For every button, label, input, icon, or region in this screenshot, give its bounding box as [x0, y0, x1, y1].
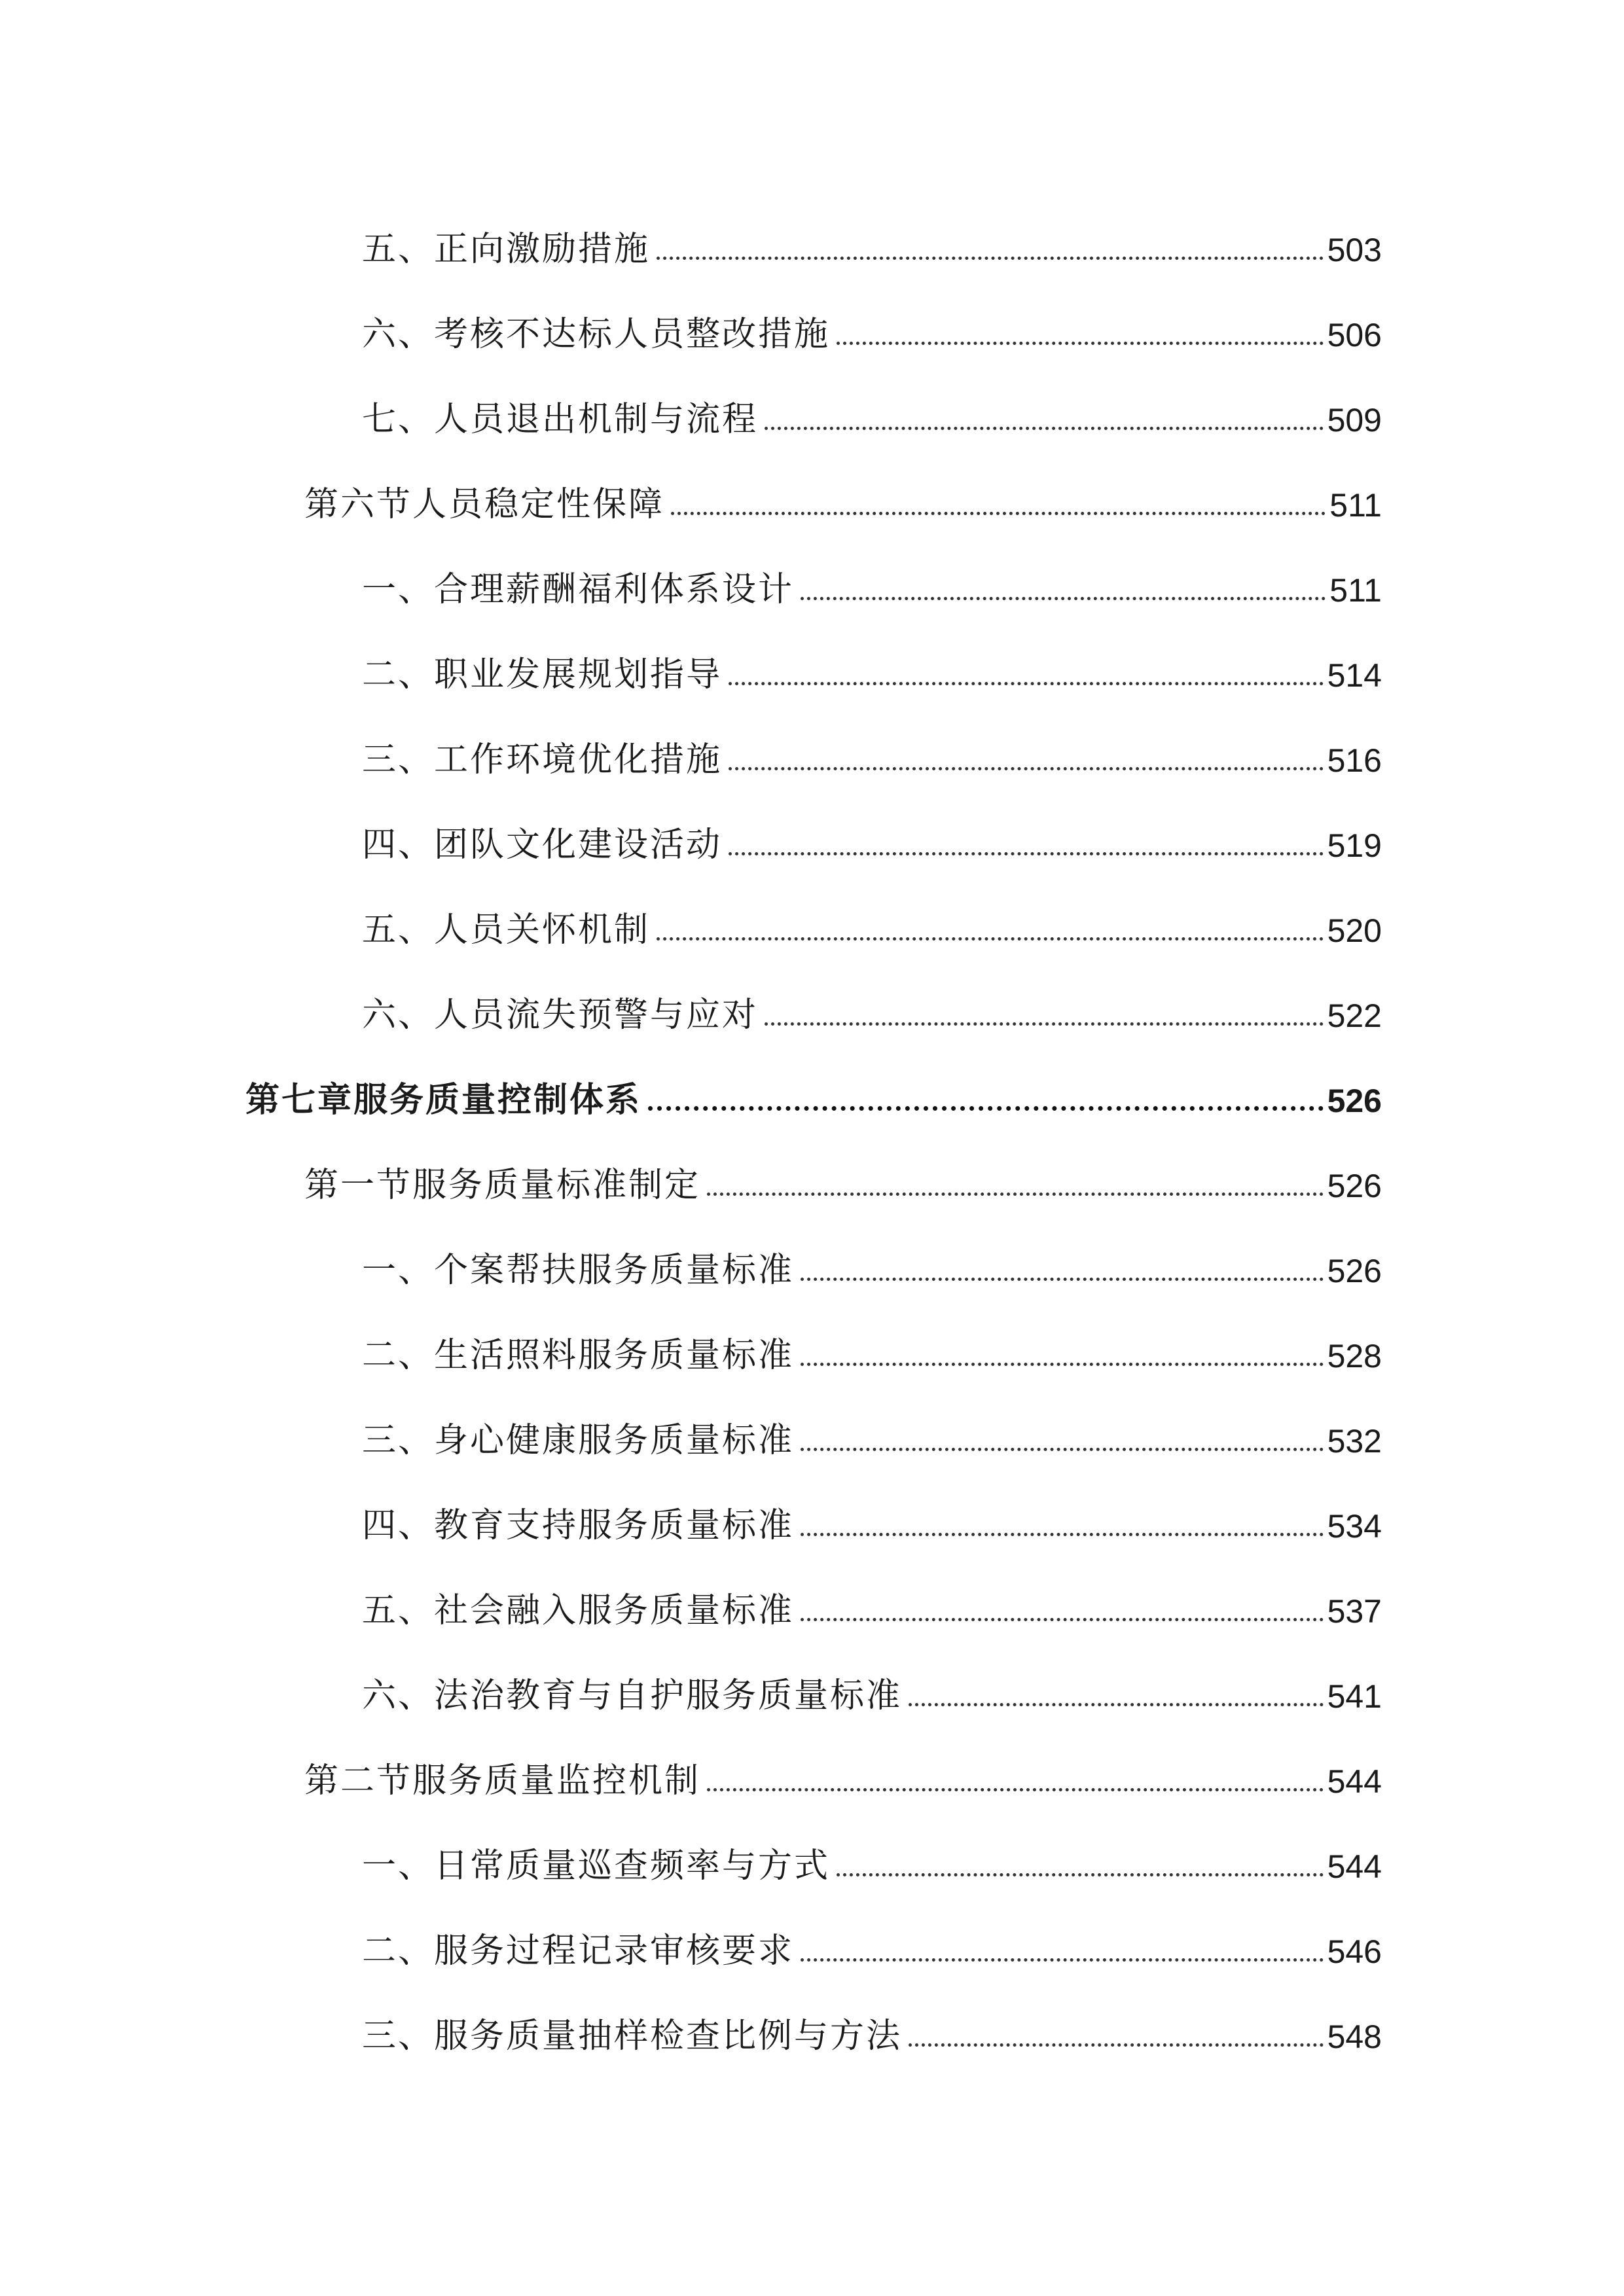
dot-leader — [657, 937, 1324, 941]
dot-leader — [801, 1958, 1324, 1962]
toc-entry-title: 一、日常质量巡查频率与方式 — [362, 1846, 831, 1886]
dot-leader — [801, 597, 1326, 600]
toc-entry-title: 五、正向激励措施 — [362, 230, 651, 269]
dot-leader — [801, 1618, 1324, 1621]
dot-leader — [765, 1022, 1324, 1026]
dot-leader — [801, 1533, 1324, 1536]
toc-entry-title: 五、社会融入服务质量标准 — [362, 1591, 795, 1630]
dot-leader — [909, 1703, 1324, 1706]
toc-entry-page: 511 — [1329, 487, 1382, 524]
toc-entry[interactable] — [362, 2001, 1382, 2056]
toc-entry-title: 二、生活照料服务质量标准 — [362, 1336, 795, 1375]
toc-entry-page: 520 — [1327, 912, 1382, 949]
toc-entry-page: 546 — [1327, 1933, 1382, 1970]
toc-entry[interactable] — [362, 639, 1382, 692]
toc-entry-page: 516 — [1327, 742, 1382, 779]
toc-entry-title: 三、服务质量抽样检查比例与方法 — [362, 2017, 903, 2056]
toc-entry[interactable] — [304, 469, 1382, 522]
dot-leader — [765, 427, 1324, 430]
toc-entry[interactable] — [304, 1150, 1382, 1205]
toc-entry-title: 四、教育支持服务质量标准 — [362, 1506, 795, 1545]
dot-leader — [707, 1788, 1324, 1791]
toc-entry-page: 544 — [1327, 1848, 1382, 1885]
toc-entry-title: 七、人员退出机制与流程 — [362, 400, 759, 439]
dot-leader — [801, 1363, 1324, 1366]
toc-entry-page: 511 — [1329, 572, 1382, 609]
toc-entry-title: 六、法治教育与自护服务质量标准 — [362, 1676, 903, 1715]
toc-entry-page: 526 — [1327, 1168, 1382, 1204]
dot-leader — [657, 257, 1324, 260]
toc-entry[interactable] — [362, 299, 1382, 354]
toc-entry-page: 528 — [1327, 1338, 1382, 1374]
toc-entry-title: 第二节服务质量监控机制 — [304, 1761, 701, 1801]
toc-entry-page: 541 — [1327, 1678, 1382, 1715]
toc-entry[interactable] — [362, 1575, 1382, 1628]
toc-entry-page: 509 — [1327, 402, 1382, 439]
toc-entry-title: 一、合理薪酬福利体系设计 — [362, 570, 795, 609]
toc-entry[interactable] — [304, 1746, 1382, 1801]
toc-entry[interactable] — [362, 980, 1382, 1035]
toc-entry-title: 第七章服务质量控制体系 — [245, 1081, 642, 1120]
dot-leader — [801, 1278, 1324, 1281]
toc-entry-title: 第六节人员稳定性保障 — [304, 485, 665, 524]
dot-leader — [648, 1106, 1324, 1111]
toc-entry[interactable] — [362, 1660, 1382, 1713]
dot-leader — [671, 512, 1326, 515]
toc-entry-title: 六、人员流失预警与应对 — [362, 996, 759, 1035]
toc-entry-page: 534 — [1327, 1508, 1382, 1545]
toc-entry-title: 二、服务过程记录审核要求 — [362, 1931, 795, 1971]
toc-entry-page: 544 — [1327, 1763, 1382, 1800]
dot-leader — [837, 1873, 1324, 1876]
dot-leader — [729, 682, 1324, 685]
toc-entry-page: 548 — [1327, 2018, 1382, 2055]
toc-entry[interactable] — [362, 725, 1382, 780]
toc-entry-title: 第一节服务质量标准制定 — [304, 1166, 701, 1205]
toc-entry-page: 522 — [1327, 997, 1382, 1034]
dot-leader — [729, 852, 1324, 855]
dot-leader — [801, 1448, 1324, 1451]
toc-entry[interactable] — [362, 554, 1382, 607]
toc-entry-chapter[interactable] — [245, 1065, 1382, 1120]
toc-entry-title: 六、考核不达标人员整改措施 — [362, 315, 831, 354]
toc-entry[interactable] — [362, 1490, 1382, 1543]
toc-entry-title: 三、身心健康服务质量标准 — [362, 1421, 795, 1460]
dot-leader — [837, 342, 1324, 345]
toc-entry-title: 四、团队文化建设活动 — [362, 825, 723, 865]
toc-entry-title: 二、职业发展规划指导 — [362, 655, 723, 694]
toc-entry-title: 一、个案帮扶服务质量标准 — [362, 1251, 795, 1290]
toc-entry[interactable] — [362, 810, 1382, 865]
toc-entry-page: 537 — [1327, 1593, 1382, 1630]
toc-entry[interactable] — [362, 1235, 1382, 1290]
toc-entry[interactable] — [362, 1831, 1382, 1886]
toc-entry[interactable] — [362, 1916, 1382, 1971]
toc-entry-page: 532 — [1327, 1423, 1382, 1460]
toc-entry-page: 514 — [1327, 657, 1382, 694]
dot-leader — [707, 1193, 1324, 1196]
toc-entry[interactable] — [362, 1320, 1382, 1375]
toc-entry-title: 五、人员关怀机制 — [362, 910, 651, 950]
toc-entry-title: 三、工作环境优化措施 — [362, 740, 723, 780]
dot-leader — [729, 767, 1324, 770]
toc-entry-page: 519 — [1327, 827, 1382, 864]
toc-entry-page: 503 — [1327, 232, 1382, 268]
toc-entry[interactable] — [362, 384, 1382, 437]
dot-leader — [909, 2043, 1324, 2047]
toc-entry[interactable] — [362, 895, 1382, 950]
toc-entry[interactable] — [362, 1405, 1382, 1458]
toc-entry[interactable] — [362, 214, 1382, 269]
toc-entry-page: 526 — [1327, 1083, 1382, 1119]
toc-entry-page: 506 — [1327, 317, 1382, 353]
toc-entry-page: 526 — [1327, 1253, 1382, 1289]
